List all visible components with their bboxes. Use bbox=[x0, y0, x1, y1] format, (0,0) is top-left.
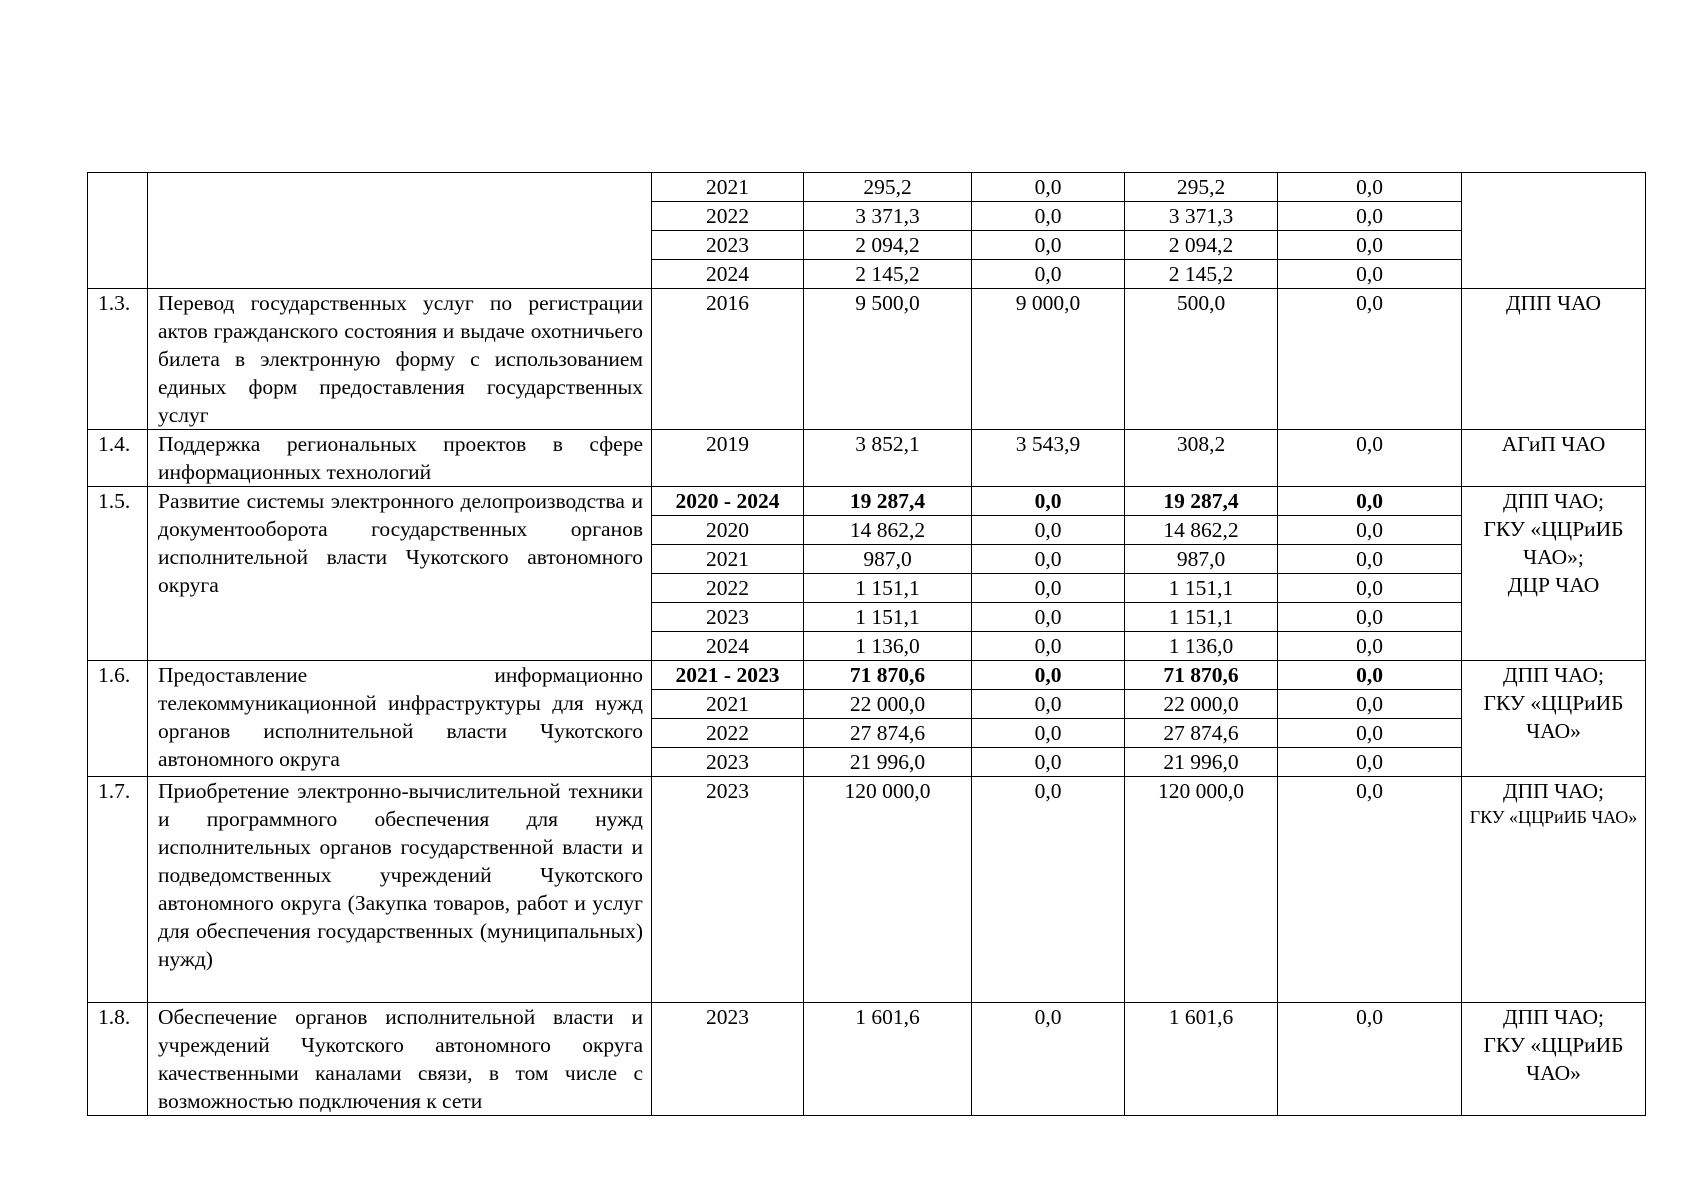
executor-cell bbox=[1462, 661, 1646, 777]
federal-cell: 3 543,9 bbox=[972, 430, 1125, 487]
other-cell: 0,0 bbox=[1278, 748, 1462, 777]
other-cell: 0,0 bbox=[1278, 719, 1462, 748]
total-cell: 2 145,2 bbox=[804, 260, 972, 289]
other-cell: 0,0 bbox=[1278, 260, 1462, 289]
year-cell: 2021 bbox=[652, 173, 804, 202]
regional-cell: 120 000,0 bbox=[1125, 777, 1278, 1003]
federal-cell: 9 000,0 bbox=[972, 289, 1125, 430]
executor-line: ДЦР ЧАО bbox=[1507, 573, 1600, 597]
federal-cell: 0,0 bbox=[972, 173, 1125, 202]
other-cell: 0,0 bbox=[1278, 661, 1462, 690]
executor-line: ГКУ «ЦЦРиИБ ЧАО» bbox=[1483, 691, 1624, 743]
item-description: Поддержка региональных проектов в сфере информационных технологий bbox=[148, 430, 652, 487]
other-cell: 0,0 bbox=[1278, 632, 1462, 661]
year-cell: 2023 bbox=[652, 1003, 804, 1116]
other-cell: 0,0 bbox=[1278, 603, 1462, 632]
federal-cell: 0,0 bbox=[972, 661, 1125, 690]
year-cell: 2024 bbox=[652, 632, 804, 661]
other-cell: 0,0 bbox=[1278, 516, 1462, 545]
total-cell: 19 287,4 bbox=[804, 487, 972, 516]
year-cell: 2021 bbox=[652, 690, 804, 719]
total-cell: 27 874,6 bbox=[804, 719, 972, 748]
other-cell: 0,0 bbox=[1278, 545, 1462, 574]
regional-cell: 21 996,0 bbox=[1125, 748, 1278, 777]
regional-cell: 1 136,0 bbox=[1125, 632, 1278, 661]
year-cell: 2020 bbox=[652, 516, 804, 545]
regional-cell: 500,0 bbox=[1125, 289, 1278, 430]
executor-cell bbox=[1462, 1003, 1646, 1116]
regional-cell: 308,2 bbox=[1125, 430, 1278, 487]
executor-cell bbox=[1462, 173, 1646, 289]
executor-line: ГКУ «ЦЦРиИБ ЧАО» bbox=[1483, 1033, 1624, 1085]
total-cell: 1 151,1 bbox=[804, 603, 972, 632]
table-row bbox=[88, 173, 1646, 202]
other-cell: 0,0 bbox=[1278, 574, 1462, 603]
total-cell: 1 601,6 bbox=[804, 1003, 972, 1116]
regional-cell: 2 145,2 bbox=[1125, 260, 1278, 289]
num-cell bbox=[88, 173, 148, 289]
item-description: Обеспечение органов исполнительной власти и учреждений Чукотского автономного округа качественными каналами связи, в том числе с возможностью подключения к сети bbox=[148, 1003, 652, 1116]
table-row bbox=[88, 487, 1646, 516]
total-cell: 120 000,0 bbox=[804, 777, 972, 1003]
table-row bbox=[88, 661, 1646, 690]
item-description: Развитие системы электронного делопроизводства и документооборота государственных органов исполнительной власти Чукотского автономного округа bbox=[148, 487, 652, 661]
year-cell: 2023 bbox=[652, 231, 804, 260]
item-number: 1.4. bbox=[88, 430, 148, 487]
regional-cell: 14 862,2 bbox=[1125, 516, 1278, 545]
item-description: Приобретение электронно-вычислительной техники и программного обеспечения для нужд исполнительных органов государственной власти и подведомственных учреждений Чукотского автономного округа (Закупка товаров, работ и услуг для обеспечения государственных (муниципальных) нужд) bbox=[148, 777, 652, 1003]
other-cell: 0,0 bbox=[1278, 487, 1462, 516]
item-number: 1.6. bbox=[88, 661, 148, 777]
regional-cell: 295,2 bbox=[1125, 173, 1278, 202]
regional-cell: 27 874,6 bbox=[1125, 719, 1278, 748]
other-cell: 0,0 bbox=[1278, 1003, 1462, 1116]
year-cell: 2022 bbox=[652, 574, 804, 603]
executor-line: ДПП ЧАО; bbox=[1502, 1005, 1605, 1029]
item-description: Перевод государственных услуг по регистрации актов гражданского состояния и выдаче охотничьего билета в электронную форму с использованием единых форм предоставления государственных услуг bbox=[148, 289, 652, 430]
regional-cell: 19 287,4 bbox=[1125, 487, 1278, 516]
total-cell: 987,0 bbox=[804, 545, 972, 574]
federal-cell: 0,0 bbox=[972, 574, 1125, 603]
other-cell: 0,0 bbox=[1278, 690, 1462, 719]
other-cell: 0,0 bbox=[1278, 289, 1462, 430]
executor-cell bbox=[1462, 487, 1646, 661]
year-cell: 2023 bbox=[652, 777, 804, 1003]
federal-cell: 0,0 bbox=[972, 545, 1125, 574]
executor-line: ДПП ЧАО; bbox=[1502, 489, 1605, 513]
item-number: 1.7. bbox=[88, 777, 148, 1003]
federal-cell: 0,0 bbox=[972, 777, 1125, 1003]
executor-line: ДПП ЧАО; bbox=[1502, 663, 1605, 687]
regional-cell: 1 601,6 bbox=[1125, 1003, 1278, 1116]
other-cell: 0,0 bbox=[1278, 202, 1462, 231]
year-cell: 2024 bbox=[652, 260, 804, 289]
year-cell: 2023 bbox=[652, 603, 804, 632]
regional-cell: 1 151,1 bbox=[1125, 603, 1278, 632]
executor-cell bbox=[1462, 777, 1646, 1003]
total-cell: 9 500,0 bbox=[804, 289, 972, 430]
financing-table bbox=[87, 172, 1646, 1116]
executor-line: ДПП ЧАО; bbox=[1502, 779, 1605, 803]
executor-cell: АГиП ЧАО bbox=[1462, 430, 1646, 487]
total-cell: 2 094,2 bbox=[804, 231, 972, 260]
federal-cell: 0,0 bbox=[972, 632, 1125, 661]
total-cell: 3 371,3 bbox=[804, 202, 972, 231]
total-cell: 71 870,6 bbox=[804, 661, 972, 690]
total-cell: 1 136,0 bbox=[804, 632, 972, 661]
regional-cell: 2 094,2 bbox=[1125, 231, 1278, 260]
total-cell: 3 852,1 bbox=[804, 430, 972, 487]
federal-cell: 0,0 bbox=[972, 719, 1125, 748]
year-cell: 2021 - 2023 bbox=[652, 661, 804, 690]
year-cell: 2016 bbox=[652, 289, 804, 430]
item-number: 1.5. bbox=[88, 487, 148, 661]
federal-cell: 0,0 bbox=[972, 1003, 1125, 1116]
year-cell: 2020 - 2024 bbox=[652, 487, 804, 516]
federal-cell: 0,0 bbox=[972, 603, 1125, 632]
regional-cell: 987,0 bbox=[1125, 545, 1278, 574]
total-cell: 21 996,0 bbox=[804, 748, 972, 777]
federal-cell: 0,0 bbox=[972, 690, 1125, 719]
other-cell: 0,0 bbox=[1278, 430, 1462, 487]
desc-cell bbox=[148, 173, 652, 289]
executor-cell: ДПП ЧАО bbox=[1462, 289, 1646, 430]
table-row bbox=[88, 1003, 1646, 1116]
regional-cell: 3 371,3 bbox=[1125, 202, 1278, 231]
total-cell: 1 151,1 bbox=[804, 574, 972, 603]
other-cell: 0,0 bbox=[1278, 231, 1462, 260]
year-cell: 2022 bbox=[652, 202, 804, 231]
item-number: 1.3. bbox=[88, 289, 148, 430]
regional-cell: 1 151,1 bbox=[1125, 574, 1278, 603]
federal-cell: 0,0 bbox=[972, 748, 1125, 777]
federal-cell: 0,0 bbox=[972, 202, 1125, 231]
executor-line: ГКУ «ЦЦРиИБ ЧАО»; bbox=[1483, 517, 1624, 569]
year-cell: 2023 bbox=[652, 748, 804, 777]
federal-cell: 0,0 bbox=[972, 260, 1125, 289]
federal-cell: 0,0 bbox=[972, 487, 1125, 516]
document-page bbox=[87, 172, 1645, 1116]
other-cell: 0,0 bbox=[1278, 173, 1462, 202]
other-cell: 0,0 bbox=[1278, 777, 1462, 1003]
year-cell: 2021 bbox=[652, 545, 804, 574]
year-cell: 2022 bbox=[652, 719, 804, 748]
federal-cell: 0,0 bbox=[972, 516, 1125, 545]
item-description: Предоставление информационно телекоммуникационной инфраструктуры для нужд органов исполнительной власти Чукотского автономного округа bbox=[148, 661, 652, 777]
table-row bbox=[88, 430, 1646, 487]
table-row bbox=[88, 777, 1646, 1003]
executor-line: ГКУ «ЦЦРиИБ ЧАО» bbox=[1469, 807, 1638, 827]
regional-cell: 71 870,6 bbox=[1125, 661, 1278, 690]
item-number: 1.8. bbox=[88, 1003, 148, 1116]
total-cell: 14 862,2 bbox=[804, 516, 972, 545]
total-cell: 22 000,0 bbox=[804, 690, 972, 719]
total-cell: 295,2 bbox=[804, 173, 972, 202]
table-row bbox=[88, 289, 1646, 430]
regional-cell: 22 000,0 bbox=[1125, 690, 1278, 719]
year-cell: 2019 bbox=[652, 430, 804, 487]
federal-cell: 0,0 bbox=[972, 231, 1125, 260]
